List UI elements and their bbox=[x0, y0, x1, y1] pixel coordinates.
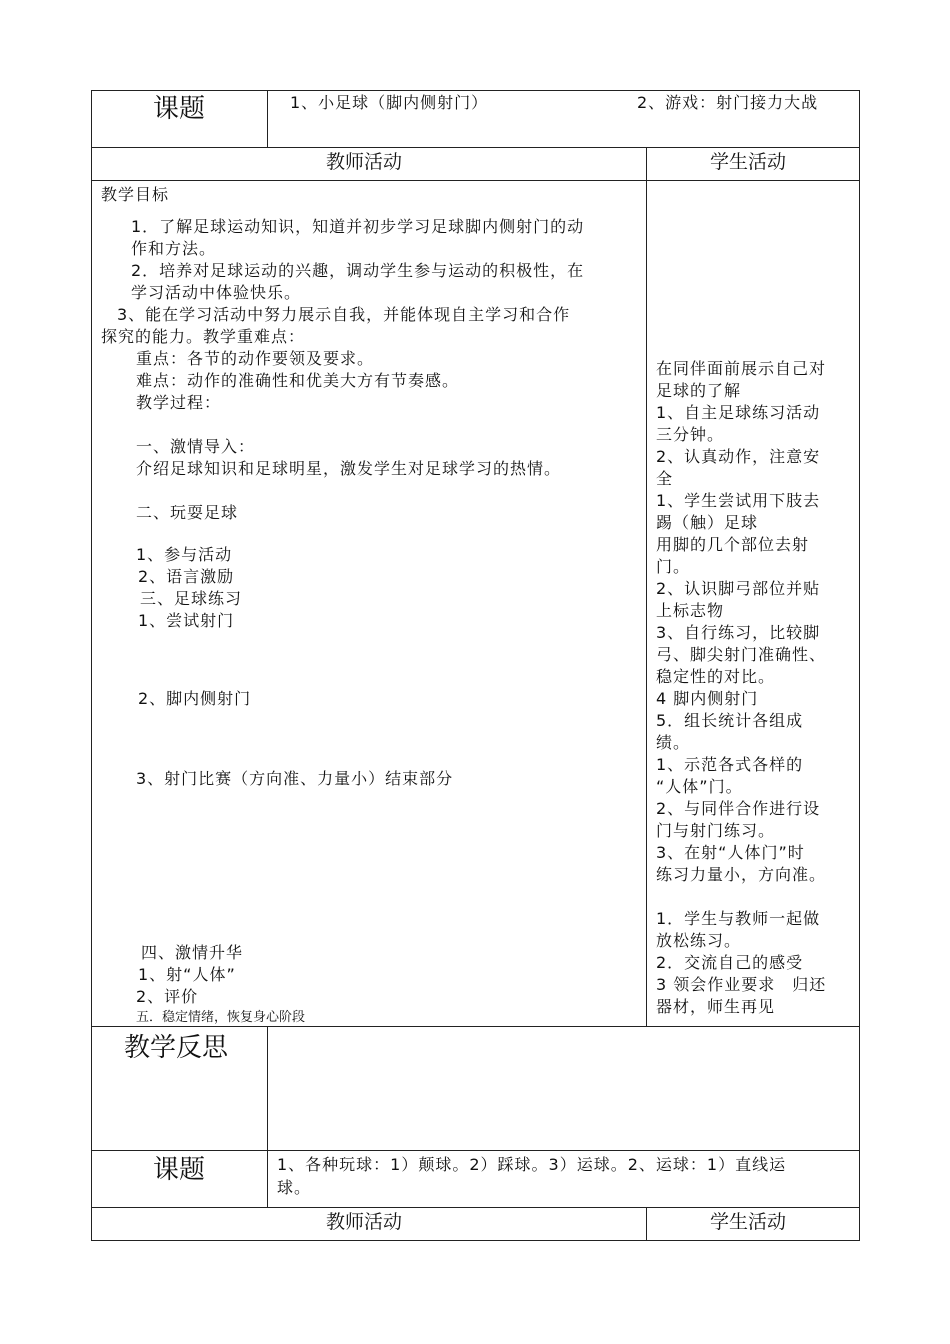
lesson-topic-2: 2、游戏：射门接力大战 bbox=[637, 93, 819, 112]
student-line: 用脚的几个部位去射 bbox=[656, 535, 810, 554]
teacher-line: 四、激情升华 bbox=[141, 943, 244, 962]
teacher-line: 五．稳定情绪，恢复身心阶段 bbox=[136, 1010, 306, 1025]
student-line: 门。 bbox=[656, 557, 691, 576]
teacher-line: 学习活动中体验快乐。 bbox=[131, 283, 302, 302]
student-line: 在同伴面前展示自己对 bbox=[656, 359, 827, 378]
student-line: 5．组长统计各组成 bbox=[656, 711, 804, 730]
col-divider bbox=[267, 90, 268, 147]
student-line: 绩。 bbox=[656, 733, 691, 752]
teacher-line: 1、射“人体” bbox=[138, 965, 236, 984]
student-line: 2、认识脚弓部位并贴 bbox=[656, 579, 821, 598]
student-line: 3 领会作业要求 归还 bbox=[656, 975, 827, 994]
row-divider bbox=[91, 147, 860, 148]
student-line: 4 脚内侧射门 bbox=[656, 689, 759, 708]
lesson-topic-line: 球。 bbox=[277, 1178, 312, 1197]
student-line: 门与射门练习。 bbox=[656, 821, 776, 840]
student-line: 2、认真动作，注意安 bbox=[656, 447, 821, 466]
student-line: 全 bbox=[656, 469, 674, 488]
teacher-line: 3、能在学习活动中努力展示自我，并能体现自主学习和合作 bbox=[117, 305, 571, 324]
student-line: 三分钟。 bbox=[656, 425, 725, 444]
student-line: 稳定性的对比。 bbox=[656, 667, 776, 686]
teacher-line: 重点：各节的动作要领及要求。 bbox=[136, 349, 375, 368]
teacher-line: 二、玩耍足球 bbox=[136, 503, 239, 522]
student-line: 1．学生与教师一起做 bbox=[656, 909, 821, 928]
teacher-line: 2、评价 bbox=[136, 987, 199, 1006]
teacher-activity-header-2: 教师活动 bbox=[326, 1211, 403, 1233]
col-divider bbox=[646, 147, 647, 1026]
teacher-line: 介绍足球知识和足球明星，激发学生对足球学习的热情。 bbox=[136, 459, 562, 478]
student-line: 放松练习。 bbox=[656, 931, 742, 950]
student-line: 踢（触）足球 bbox=[656, 513, 759, 532]
teacher-line: 2．培养对足球运动的兴趣，调动学生参与运动的积极性，在 bbox=[131, 261, 585, 280]
teacher-line: 作和方法。 bbox=[131, 239, 217, 258]
student-line: 2．交流自己的感受 bbox=[656, 953, 804, 972]
table-border-left bbox=[91, 90, 92, 1241]
col-divider bbox=[267, 1026, 268, 1207]
teacher-line: 1、参与活动 bbox=[136, 545, 233, 564]
table-border-right bbox=[859, 90, 860, 1241]
lesson-title-label-2: 课题 bbox=[153, 1155, 206, 1185]
student-line: 足球的了解 bbox=[656, 381, 742, 400]
student-line: 1、学生尝试用下肢去 bbox=[656, 491, 821, 510]
teacher-line: 3、射门比赛（方向准、力量小）结束部分 bbox=[136, 769, 454, 788]
teacher-line: 难点：动作的准确性和优美大方有节奏感。 bbox=[136, 371, 460, 390]
teacher-line: 2、脚内侧射门 bbox=[138, 689, 252, 708]
student-line: 2、与同伴合作进行设 bbox=[656, 799, 821, 818]
row-divider bbox=[91, 1207, 860, 1208]
teacher-activity-header: 教师活动 bbox=[326, 151, 403, 173]
table-border-top bbox=[91, 90, 860, 91]
lesson-topic-1: 1、小足球（脚内侧射门） bbox=[290, 93, 489, 112]
teacher-line: 1．了解足球运动知识，知道并初步学习足球脚内侧射门的动 bbox=[131, 217, 585, 236]
teaching-reflection-label: 教学反思 bbox=[124, 1033, 229, 1063]
col-divider bbox=[646, 1207, 647, 1240]
student-activity-header: 学生活动 bbox=[710, 151, 787, 173]
row-divider bbox=[91, 1026, 860, 1027]
student-line: 3、自行练习，比较脚 bbox=[656, 623, 821, 642]
teacher-line: 教学过程： bbox=[136, 393, 222, 412]
teacher-line: 一、激情导入： bbox=[136, 437, 256, 456]
lesson-title-label: 课题 bbox=[153, 94, 206, 124]
student-line: 3、在射“人体门”时 bbox=[656, 843, 805, 862]
student-line: “人体”门。 bbox=[656, 777, 743, 796]
row-divider bbox=[91, 1150, 860, 1151]
teacher-line: 三、足球练习 bbox=[140, 589, 243, 608]
teacher-line: 1、尝试射门 bbox=[138, 611, 235, 630]
student-line: 上标志物 bbox=[656, 601, 725, 620]
teacher-line: 教学目标 bbox=[101, 185, 170, 204]
teacher-line: 2、语言激励 bbox=[138, 567, 235, 586]
student-line: 1、示范各式各样的 bbox=[656, 755, 804, 774]
student-line: 练习力量小，方向准。 bbox=[656, 865, 827, 884]
student-line: 弓、脚尖射门准确性、 bbox=[656, 645, 827, 664]
student-line: 1、自主足球练习活动 bbox=[656, 403, 821, 422]
teacher-line: 探究的能力。教学重难点： bbox=[101, 327, 306, 346]
row-divider bbox=[91, 180, 860, 181]
table-border-bottom bbox=[91, 1240, 860, 1241]
student-line: 器材，师生再见 bbox=[656, 997, 776, 1016]
student-activity-header-2: 学生活动 bbox=[710, 1211, 787, 1233]
lesson-topic-line: 1、各种玩球：1）颠球。2）踩球。3）运球。2、运球：1）直线运 bbox=[277, 1155, 787, 1174]
